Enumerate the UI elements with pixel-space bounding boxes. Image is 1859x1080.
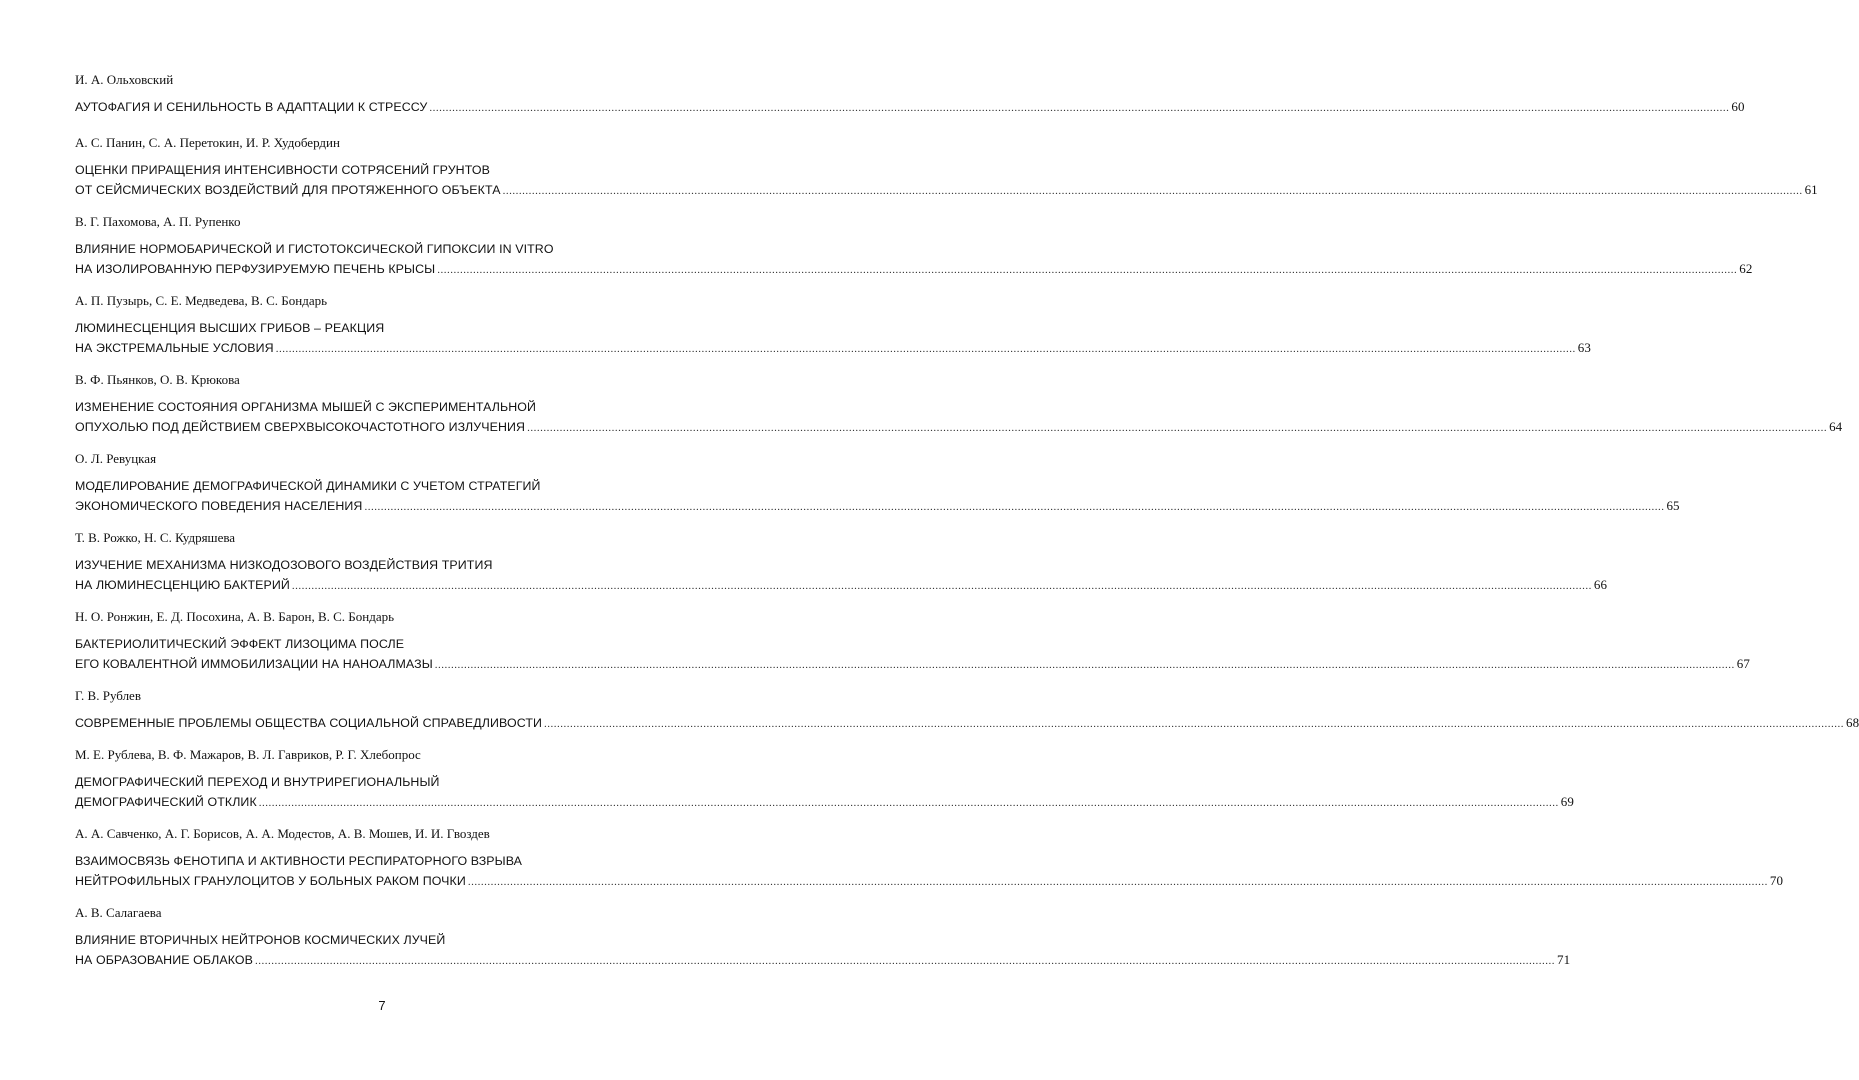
entry-title-text: ОПУХОЛЬЮ ПОД ДЕЙСТВИЕМ СВЕРХВЫСОКОЧАСТОТНОГО ИЗЛУЧЕНИЯ	[75, 420, 526, 434]
entry-title-line: МОДЕЛИРОВАНИЕ ДЕМОГРАФИЧЕСКОЙ ДИНАМИКИ С УЧЕТОМ СТРАТЕГИЙ	[75, 479, 541, 493]
entry-title-text: НА ИЗОЛИРОВАННУЮ ПЕРФУЗИРУЕМУЮ ПЕЧЕНЬ КРЫСЫ	[75, 262, 436, 276]
toc-entry	[75, 688, 1859, 730]
entry-authors: В. Ф. Пьянков, О. В. Крюкова	[75, 372, 240, 387]
toc-entry	[75, 451, 1680, 513]
entry-title-text: АУТОФАГИЯ И СЕНИЛЬНОСТЬ В АДАПТАЦИИ К СТРЕССУ	[75, 100, 428, 114]
entry-page-number: 71	[1557, 952, 1571, 967]
dot-leader: ................................................................................................................................................................................................................................................................................................................................................................................................................	[437, 264, 1738, 276]
entry-title-line	[75, 871, 1784, 891]
entry-title-line: ВЛИЯНИЕ ВТОРИЧНЫХ НЕЙТРОНОВ КОСМИЧЕСКИХ ЛУЧЕЙ	[75, 933, 446, 947]
dot-leader: ................................................................................................................................................................................................................................................................................................................................................................................................................	[467, 876, 1768, 888]
entry-title	[75, 476, 1680, 516]
entry-authors: Н. О. Ронжин, Е. Д. Посохина, А. В. Барон, В. С. Бондарь	[75, 609, 395, 624]
entry-page-number: 61	[1804, 182, 1818, 197]
entry-title-line	[75, 338, 1591, 358]
dot-leader: ................................................................................................................................................................................................................................................................................................................................................................................................................	[255, 955, 1555, 967]
entry-page-number: 70	[1769, 873, 1784, 888]
toc-entry	[75, 747, 1574, 809]
dot-leader: ................................................................................................................................................................................................................................................................................................................................................................................................................	[527, 422, 1828, 434]
entry-title-line: ДЕМОГРАФИЧЕСКИЙ ПЕРЕХОД И ВНУТРИРЕГИОНАЛЬНЫЙ	[75, 775, 440, 789]
entry-title-line: ИЗУЧЕНИЕ МЕХАНИЗМА НИЗКОДОЗОВОГО ВОЗДЕЙСТВИЯ ТРИТИЯ	[75, 558, 493, 572]
entry-title	[75, 634, 1750, 674]
entry-title-text: СОВРЕМЕННЫЕ ПРОБЛЕМЫ ОБЩЕСТВА СОЦИАЛЬНОЙ СПРАВЕДЛИВОСТИ	[75, 716, 543, 730]
entry-authors: И. А. Ольховский	[75, 72, 174, 87]
dot-leader: ................................................................................................................................................................................................................................................................................................................................................................................................................	[502, 185, 1803, 197]
entry-title-line	[75, 259, 1753, 279]
entry-page-number: 66	[1593, 577, 1608, 592]
entry-title	[75, 930, 1571, 970]
toc-entry	[75, 135, 1818, 197]
dot-leader: ................................................................................................................................................................................................................................................................................................................................................................................................................	[258, 797, 1559, 809]
entry-title-line: БАКТЕРИОЛИТИЧЕСКИЙ ЭФФЕКТ ЛИЗОЦИМА ПОСЛЕ	[75, 637, 405, 651]
entry-title	[75, 851, 1784, 891]
entry-authors: А. В. Салагаева	[75, 905, 162, 920]
entry-title-line	[75, 575, 1608, 595]
toc-entry	[75, 826, 1784, 888]
entry-authors: А. П. Пузырь, С. Е. Медведева, В. С. Бондарь	[75, 293, 328, 308]
entry-page-number: 63	[1577, 340, 1591, 355]
entry-title-text: НА ЛЮМИНЕСЦЕНЦИЮ БАКТЕРИЙ	[75, 578, 290, 592]
dot-leader: ................................................................................................................................................................................................................................................................................................................................................................................................................	[364, 501, 1665, 513]
entry-title	[75, 397, 1843, 437]
entry-title-line	[75, 97, 1745, 117]
entry-title-line	[75, 417, 1843, 437]
toc-entry	[75, 609, 1750, 671]
page-number: 7	[378, 998, 386, 1013]
entry-title-line	[75, 713, 1859, 733]
dot-leader: ................................................................................................................................................................................................................................................................................................................................................................................................................	[275, 343, 1576, 355]
entry-title-line: ОЦЕНКИ ПРИРАЩЕНИЯ ИНТЕНСИВНОСТИ СОТРЯСЕНИЙ ГРУНТОВ	[75, 163, 490, 177]
entry-authors: А. А. Савченко, А. Г. Борисов, А. А. Модестов, А. В. Мошев, И. И. Гвоздев	[75, 826, 490, 841]
entry-page-number: 64	[1829, 419, 1843, 434]
dot-leader: ................................................................................................................................................................................................................................................................................................................................................................................................................	[429, 102, 1730, 114]
entry-title	[75, 772, 1574, 812]
entry-title-text: ЭКОНОМИЧЕСКОГО ПОВЕДЕНИЯ НАСЕЛЕНИЯ	[75, 499, 363, 513]
toc-entry	[75, 214, 1753, 276]
entry-page-number: 60	[1731, 99, 1745, 114]
entry-authors: Г. В. Рублев	[75, 688, 141, 703]
entry-title-line	[75, 180, 1818, 200]
entry-title-line: ВЗАИМОСВЯЗЬ ФЕНОТИПА И АКТИВНОСТИ РЕСПИРАТОРНОГО ВЗРЫВА	[75, 854, 523, 868]
entry-title-text: ЕГО КОВАЛЕНТНОЙ ИММОБИЛИЗАЦИИ НА НАНОАЛМАЗЫ	[75, 657, 433, 671]
entry-title	[75, 160, 1818, 200]
entry-title	[75, 318, 1591, 358]
entry-page-number: 62	[1739, 261, 1753, 276]
dot-leader: ................................................................................................................................................................................................................................................................................................................................................................................................................	[434, 659, 1735, 671]
toc-entry	[75, 530, 1608, 592]
dot-leader: ................................................................................................................................................................................................................................................................................................................................................................................................................	[544, 718, 1845, 730]
toc-entry	[75, 72, 1745, 114]
entry-title-line	[75, 792, 1574, 812]
entry-authors: А. С. Панин, С. А. Перетокин, И. Р. Худобердин	[75, 135, 340, 150]
toc-entry	[75, 905, 1571, 967]
entry-title	[75, 555, 1608, 595]
entry-title-line: ИЗМЕНЕНИЕ СОСТОЯНИЯ ОРГАНИЗМА МЫШЕЙ С ЭКСПЕРИМЕНТАЛЬНОЙ	[75, 400, 536, 414]
dot-leader: ................................................................................................................................................................................................................................................................................................................................................................................................................	[291, 580, 1592, 592]
entry-title	[75, 713, 1859, 733]
toc-entry	[75, 372, 1843, 434]
entry-title-text: ДЕМОГРАФИЧЕСКИЙ ОТКЛИК	[75, 795, 257, 809]
entry-title-line: ВЛИЯНИЕ НОРМОБАРИЧЕСКОЙ И ГИСТОТОКСИЧЕСКОЙ ГИПОКСИИ IN VITRO	[75, 242, 554, 256]
entry-page-number: 69	[1560, 794, 1574, 809]
entry-title-line	[75, 496, 1680, 516]
entry-title-line: ЛЮМИНЕСЦЕНЦИЯ ВЫСШИХ ГРИБОВ – РЕАКЦИЯ	[75, 321, 385, 335]
entry-title-text: НЕЙТРОФИЛЬНЫХ ГРАНУЛОЦИТОВ У БОЛЬНЫХ РАКОМ ПОЧКИ	[75, 874, 466, 888]
entry-page-number: 68	[1846, 715, 1859, 730]
entry-page-number: 67	[1736, 656, 1750, 671]
entry-authors: М. Е. Рублева, В. Ф. Мажаров, В. Л. Гавриков, Р. Г. Хлебопрос	[75, 747, 421, 762]
entry-page-number: 65	[1666, 498, 1680, 513]
entry-title-text: ОТ СЕЙСМИЧЕСКИХ ВОЗДЕЙСТВИЙ ДЛЯ ПРОТЯЖЕННОГО ОБЪЕКТА	[75, 183, 501, 197]
entry-title	[75, 239, 1753, 279]
entry-title-line	[75, 950, 1571, 970]
entry-title	[75, 97, 1745, 117]
entry-authors: Т. В. Рожко, Н. С. Кудряшева	[75, 530, 236, 545]
entry-title-line	[75, 654, 1750, 674]
entry-authors: О. Л. Ревуцкая	[75, 451, 157, 466]
toc-entry	[75, 293, 1591, 355]
entry-authors: В. Г. Пахомова, А. П. Рупенко	[75, 214, 241, 229]
entry-title-text: НА ОБРАЗОВАНИЕ ОБЛАКОВ	[75, 953, 253, 967]
entry-title-text: НА ЭКСТРЕМАЛЬНЫЕ УСЛОВИЯ	[75, 341, 274, 355]
